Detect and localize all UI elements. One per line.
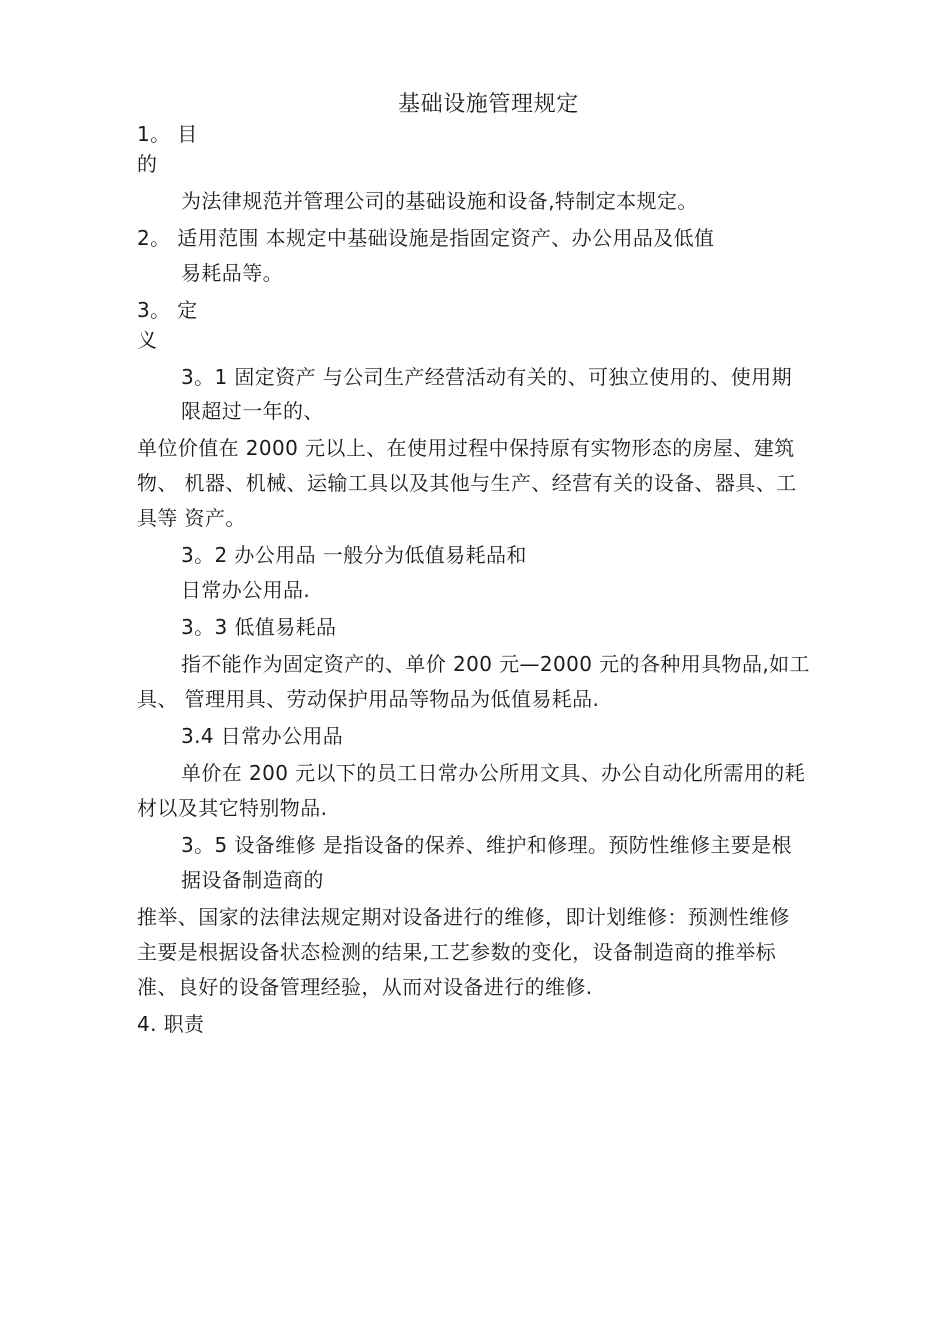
section-3-5-text-line: 推举、国家的法律法规定期对设备进行的维修，即计划维修：预测性维修 xyxy=(137,905,790,929)
page-title: 基础设施管理规定 xyxy=(398,92,579,117)
section-1-heading-wrap: 的 xyxy=(137,152,158,176)
section-3-5-heading: 3。5 设备维修 是指设备的保养、维护和修理。预防性维修主要是根 xyxy=(181,833,792,857)
section-3-5-text-line: 准、良好的设备管理经验，从而对设备进行的维修. xyxy=(137,975,593,999)
section-3-1-text-line: 物、 机器、机械、运输工具以及其他与生产、经营有关的设备、器具、工 xyxy=(137,471,797,495)
section-3-heading: 3。 定 xyxy=(137,298,198,322)
section-3-2-text: 日常办公用品. xyxy=(181,578,311,602)
section-3-heading-wrap: 义 xyxy=(137,328,158,352)
section-3-1-text-line: 单位价值在 2000 元以上、在使用过程中保持原有实物形态的房屋、建筑 xyxy=(137,436,795,460)
section-2-text: 易耗品等。 xyxy=(181,261,283,285)
section-4-heading: 4. 职责 xyxy=(137,1012,205,1036)
section-3-1-text-line: 具等 资产。 xyxy=(137,506,246,530)
section-3-5-text-line: 主要是根据设备状态检测的结果,工艺参数的变化，设备制造商的推举标 xyxy=(137,940,777,964)
section-3-2-heading: 3。2 办公用品 一般分为低值易耗品和 xyxy=(181,543,527,567)
section-3-1-heading: 3。1 固定资产 与公司生产经营活动有关的、可独立使用的、使用期 xyxy=(181,365,792,389)
section-3-3-text-line: 指不能作为固定资产的、单价 200 元—2000 元的各种用具物品,如工 xyxy=(181,652,810,676)
section-3-3-text-line: 具、 管理用具、劳动保护用品等物品为低值易耗品. xyxy=(137,687,600,711)
section-3-1-text-line: 限超过一年的、 xyxy=(181,399,324,423)
section-3-4-text-line: 材以及其它特别物品. xyxy=(137,796,328,820)
section-2-heading: 2。 适用范围 本规定中基础设施是指固定资产、办公用品及低值 xyxy=(137,226,715,250)
section-3-4-heading: 3.4 日常办公用品 xyxy=(181,724,344,748)
section-1-heading: 1。 目 xyxy=(137,122,198,146)
section-3-4-text-line: 单价在 200 元以下的员工日常办公所用文具、办公自动化所需用的耗 xyxy=(181,761,806,785)
section-3-3-heading: 3。3 低值易耗品 xyxy=(181,615,337,639)
section-3-5-text-line: 据设备制造商的 xyxy=(181,868,324,892)
section-1-text: 为法律规范并管理公司的基础设施和设备,特制定本规定。 xyxy=(181,189,698,213)
